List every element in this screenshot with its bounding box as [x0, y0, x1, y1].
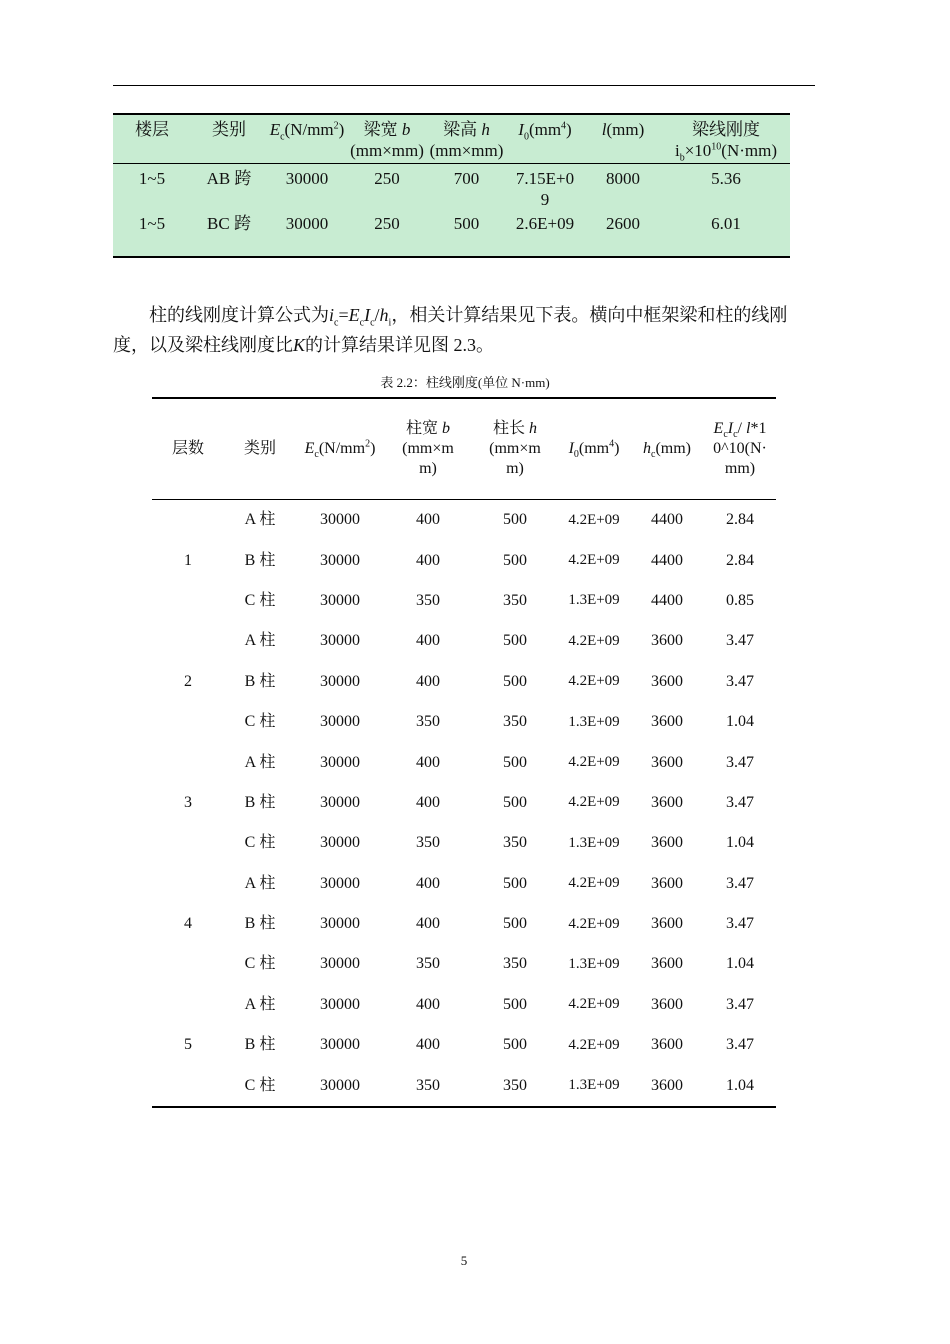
cell-stiffness: 1.04	[726, 713, 754, 731]
table-row	[113, 210, 790, 257]
cell-ec: 30000	[320, 834, 360, 852]
header-beam-stiffness: 梁线刚度 $i_b\times 10^{10}(N\cdot mm)$	[662, 114, 790, 164]
cell-ec: 30000	[320, 713, 360, 731]
cell-length: 500	[503, 915, 527, 933]
cell-floor: 1~5	[138, 214, 166, 233]
cell-length: 350	[503, 834, 527, 852]
cell-length: 500	[503, 874, 527, 892]
cell-hc: 4400	[651, 511, 683, 529]
table-row	[113, 164, 790, 211]
header-beam-width: 梁宽 b (mm×mm)	[347, 114, 427, 164]
cell-stiffness: 6.01	[711, 214, 741, 233]
cell-type: A 柱	[244, 995, 276, 1013]
cell-width: 250	[374, 214, 400, 233]
table-row	[152, 500, 776, 541]
cell-stiffness: 0.85	[726, 591, 754, 609]
table-row	[152, 985, 776, 1025]
cell-floor: 3	[184, 793, 192, 811]
cell-ec: 30000	[320, 551, 360, 569]
cell-hc: 3600	[651, 672, 683, 690]
cell-width: 400	[416, 874, 440, 892]
cell-hc: 3600	[651, 753, 683, 771]
cell-length: 500	[503, 753, 527, 771]
table-row	[152, 621, 776, 661]
cell-stiffness: 1.04	[726, 1076, 754, 1094]
cell-width: 400	[416, 1036, 440, 1054]
cell-i0	[558, 783, 630, 823]
cell-type: C 柱	[244, 1076, 276, 1094]
cell-length: 500	[503, 551, 527, 569]
cell-width: 400	[416, 632, 440, 650]
header-floor: 楼层	[113, 114, 191, 164]
column-table-body	[152, 500, 776, 1107]
table-row	[152, 742, 776, 782]
cell-type: A 柱	[244, 874, 276, 892]
cell-hc: 4400	[651, 591, 683, 609]
cell-hc: 3600	[651, 995, 683, 1013]
header-type: 类别	[191, 114, 267, 164]
cell-type: A 柱	[244, 632, 276, 650]
header-length: l(mm)	[584, 114, 662, 164]
cell-ec: 30000	[320, 1036, 360, 1054]
cell-ec: 30000	[320, 874, 360, 892]
table-row	[152, 540, 776, 580]
header-column-width: 柱宽 b (mm×mm)	[384, 398, 472, 500]
cell-ec: 30000	[320, 793, 360, 811]
header-i0: $I_0(mm^4)$	[558, 398, 630, 500]
cell-type: B 柱	[244, 793, 276, 811]
cell-ec: 30000	[320, 1076, 360, 1094]
cell-i0	[558, 500, 630, 541]
cell-hc: 3600	[651, 955, 683, 973]
cell-i0: 7.15E+09	[515, 169, 575, 209]
cell-type: B 柱	[244, 915, 276, 933]
cell-width: 250	[374, 169, 400, 188]
table-row	[152, 864, 776, 904]
cell-i0	[558, 742, 630, 782]
cell-length: 500	[503, 632, 527, 650]
header-ec: $E_c(N/mm^2)$	[267, 114, 347, 164]
cell-i0-text: 1.3E+09	[568, 955, 620, 972]
table-row	[152, 783, 776, 823]
cell-ec: 30000	[320, 632, 360, 650]
header-floor: 层数	[152, 398, 224, 500]
page-number: 5	[460, 1253, 468, 1268]
cell-floor: 1~5	[138, 169, 166, 188]
table-row	[152, 581, 776, 621]
table-row	[152, 1065, 776, 1106]
cell-i0-text: 4.2E+09	[568, 915, 620, 932]
column-stiffness-table	[152, 397, 776, 1108]
cell-height: 500	[453, 214, 480, 233]
header-column-stiffness: $E_cI_c/$ l*10^10(N·mm)	[704, 398, 776, 500]
cell-length: 350	[503, 955, 527, 973]
cell-i0	[558, 1025, 630, 1065]
cell-hc: 3600	[651, 1076, 683, 1094]
cell-i0-text: 4.2E+09	[568, 511, 620, 528]
table-row	[152, 702, 776, 742]
table-row	[152, 944, 776, 984]
cell-length: 350	[503, 591, 527, 609]
cell-ec: 30000	[320, 995, 360, 1013]
cell-type: A 柱	[244, 511, 276, 529]
cell-width: 350	[416, 834, 440, 852]
cell-width: 400	[416, 753, 440, 771]
cell-i0	[558, 1065, 630, 1106]
cell-type: B 柱	[244, 672, 276, 690]
cell-hc: 3600	[651, 1036, 683, 1054]
cell-floor: 4	[184, 915, 192, 933]
cell-length: 500	[503, 672, 527, 690]
header-type: 类别	[224, 398, 296, 500]
cell-ec: 30000	[320, 591, 360, 609]
cell-stiffness: 3.47	[726, 874, 754, 892]
cell-i0-text: 1.3E+09	[568, 834, 620, 851]
cell-height: 700	[453, 169, 480, 188]
cell-i0	[558, 621, 630, 661]
cell-stiffness: 3.47	[726, 632, 754, 650]
cell-width: 400	[416, 672, 440, 690]
cell-length: 8000	[606, 169, 640, 188]
cell-stiffness: 3.47	[726, 995, 754, 1013]
cell-floor: 1	[184, 551, 192, 569]
cell-width: 350	[416, 713, 440, 731]
beam-stiffness-table	[113, 113, 790, 258]
cell-i0	[558, 864, 630, 904]
cell-stiffness: 3.47	[726, 1036, 754, 1054]
cell-floor: 5	[184, 1036, 192, 1054]
cell-i0-text: 4.2E+09	[568, 754, 620, 771]
cell-type: A 柱	[244, 753, 276, 771]
cell-i0-text: 4.2E+09	[568, 1036, 620, 1053]
cell-width: 400	[416, 995, 440, 1013]
header-i0: $I_0(mm^4)$	[506, 114, 584, 164]
cell-length: 500	[503, 793, 527, 811]
cell-width: 350	[416, 1076, 440, 1094]
cell-type: C 柱	[244, 591, 276, 609]
cell-width: 400	[416, 551, 440, 569]
table-caption: 表 2.2：柱线刚度(单位 N·mm)	[380, 375, 550, 390]
cell-i0-text: 1.3E+09	[568, 592, 620, 609]
cell-i0	[558, 823, 630, 863]
cell-stiffness: 3.47	[726, 672, 754, 690]
cell-length: 350	[503, 1076, 527, 1094]
cell-stiffness: 3.47	[726, 915, 754, 933]
header-rule	[113, 85, 815, 86]
cell-hc: 3600	[651, 915, 683, 933]
cell-stiffness: 2.84	[726, 551, 754, 569]
cell-i0	[558, 581, 630, 621]
cell-stiffness: 2.84	[726, 511, 754, 529]
cell-floor: 2	[184, 672, 192, 690]
cell-i0-text: 4.2E+09	[568, 875, 620, 892]
cell-type: B 柱	[244, 551, 276, 569]
cell-type: B 柱	[244, 1036, 276, 1054]
cell-length: 500	[503, 1036, 527, 1054]
cell-i0	[558, 540, 630, 580]
cell-type: C 柱	[244, 713, 276, 731]
cell-stiffness: 3.47	[726, 753, 754, 771]
cell-i0	[558, 702, 630, 742]
cell-stiffness: 5.36	[711, 169, 741, 188]
cell-i0-text: 4.2E+09	[568, 794, 620, 811]
beam-table-header-row	[113, 114, 790, 164]
cell-type: BC 跨	[207, 214, 251, 233]
cell-i0-text: 4.2E+09	[568, 673, 620, 690]
cell-width: 400	[416, 511, 440, 529]
column-table-header-row	[152, 398, 776, 500]
cell-hc: 3600	[651, 834, 683, 852]
cell-type: C 柱	[244, 834, 276, 852]
cell-hc: 4400	[651, 551, 683, 569]
cell-ec: 30000	[320, 955, 360, 973]
cell-i0	[558, 944, 630, 984]
cell-width: 350	[416, 955, 440, 973]
cell-i0-text: 4.2E+09	[568, 552, 620, 569]
table-row	[152, 662, 776, 702]
cell-stiffness: 1.04	[726, 955, 754, 973]
cell-ec: 30000	[320, 753, 360, 771]
cell-ec: 30000	[320, 672, 360, 690]
table-row	[152, 904, 776, 944]
cell-i0-text: 4.2E+09	[568, 632, 620, 649]
cell-length: 350	[503, 713, 527, 731]
header-hc: $h_c(mm)$	[630, 398, 704, 500]
table-row	[152, 823, 776, 863]
cell-ec: 30000	[285, 169, 329, 188]
cell-length: 2600	[606, 214, 640, 233]
cell-stiffness: 1.04	[726, 834, 754, 852]
cell-i0	[558, 904, 630, 944]
cell-width: 350	[416, 591, 440, 609]
cell-ec: 30000	[285, 214, 329, 233]
cell-i0	[558, 662, 630, 702]
cell-length: 500	[503, 511, 527, 529]
cell-ec: 30000	[320, 915, 360, 933]
cell-hc: 3600	[651, 713, 683, 731]
cell-width: 400	[416, 793, 440, 811]
cell-stiffness: 3.47	[726, 793, 754, 811]
cell-i0-text: 1.3E+09	[568, 1077, 620, 1094]
cell-width: 400	[416, 915, 440, 933]
cell-i0: 2.6E+09	[515, 214, 575, 233]
header-beam-height: 梁高 h (mm×mm)	[427, 114, 506, 164]
cell-hc: 3600	[651, 632, 683, 650]
cell-hc: 3600	[651, 874, 683, 892]
cell-i0-text: 4.2E+09	[568, 996, 620, 1013]
table-row	[152, 1025, 776, 1065]
header-column-length: 柱长 h (mm×mm)	[472, 398, 558, 500]
cell-length: 500	[503, 995, 527, 1013]
cell-hc: 3600	[651, 793, 683, 811]
cell-i0	[558, 985, 630, 1025]
cell-i0-text: 1.3E+09	[568, 713, 620, 730]
cell-type: C 柱	[244, 955, 276, 973]
cell-ec: 30000	[320, 511, 360, 529]
header-ec: $E_c(N/mm^2)$	[296, 398, 384, 500]
cell-type: AB 跨	[206, 169, 252, 188]
body-paragraph: 柱的线刚度计算公式为$i_c=E_cI_c/h_i$，相关计算结果见下表。横向中框架梁和柱的线刚度，以及梁柱线刚度比K的计算结果详见图 2.3。	[113, 305, 788, 355]
